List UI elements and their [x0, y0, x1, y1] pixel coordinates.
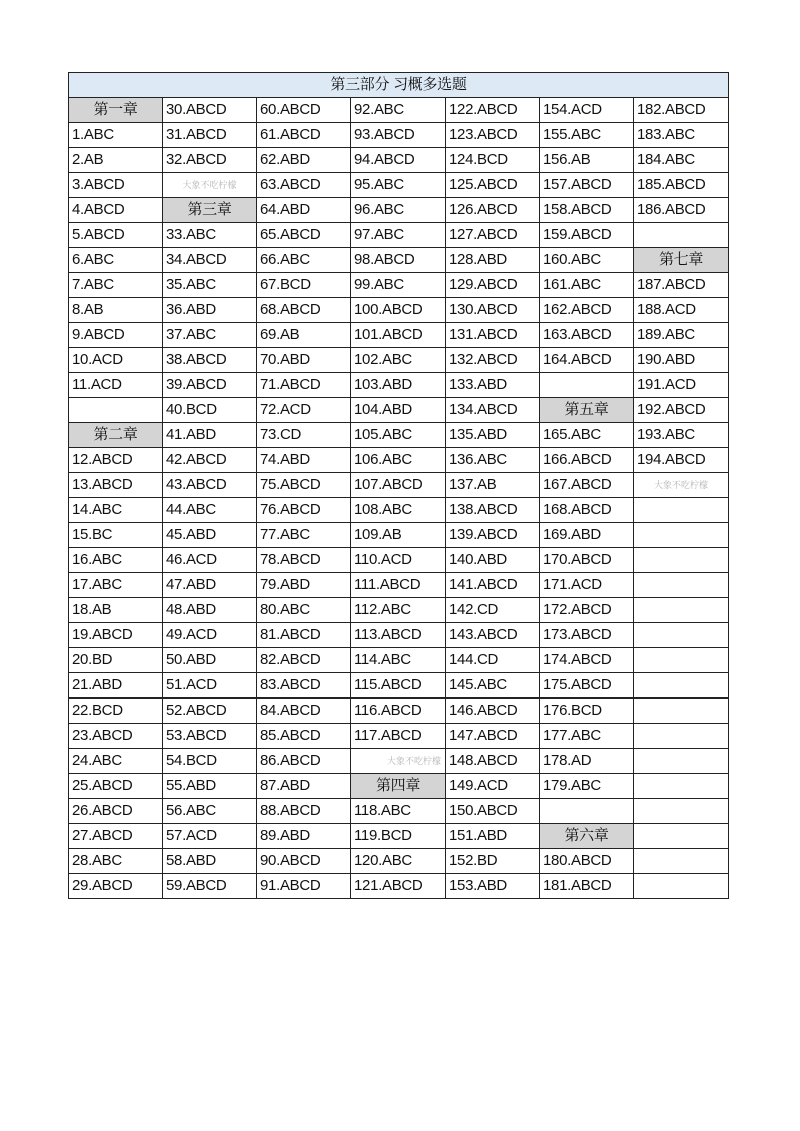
answer-cell: 156.AB	[540, 148, 634, 173]
answer-cell: 183.ABC	[634, 123, 729, 148]
answer-cell: 81.ABCD	[257, 623, 351, 648]
answer-cell: 143.ABCD	[446, 623, 540, 648]
answer-cell: 24.ABC	[69, 749, 163, 774]
empty-cell	[634, 573, 729, 598]
table-row	[69, 398, 729, 423]
answer-cell: 63.ABCD	[257, 173, 351, 198]
answer-cell: 192.ABCD	[634, 398, 729, 423]
answer-cell: 145.ABC	[446, 673, 540, 699]
table-row	[69, 598, 729, 623]
table-row	[69, 248, 729, 273]
answer-cell: 45.ABD	[163, 523, 257, 548]
answer-cell: 91.ABCD	[257, 874, 351, 899]
answer-cell: 3.ABCD	[69, 173, 163, 198]
answer-cell: 43.ABCD	[163, 473, 257, 498]
answer-cell: 185.ABCD	[634, 173, 729, 198]
table-row	[69, 473, 729, 498]
page-title: 第三部分 习概多选题	[69, 73, 729, 98]
answer-cell: 126.ABCD	[446, 198, 540, 223]
answer-cell: 121.ABCD	[351, 874, 446, 899]
table-row	[69, 799, 729, 824]
answer-cell: 77.ABC	[257, 523, 351, 548]
table-row	[69, 323, 729, 348]
answer-cell: 99.ABC	[351, 273, 446, 298]
answer-cell: 122.ABCD	[446, 98, 540, 123]
answer-cell: 80.ABC	[257, 598, 351, 623]
answer-cell: 7.ABC	[69, 273, 163, 298]
answer-cell: 193.ABC	[634, 423, 729, 448]
answer-cell: 163.ABCD	[540, 323, 634, 348]
empty-cell	[634, 223, 729, 248]
answer-cell: 190.ABD	[634, 348, 729, 373]
answer-cell: 138.ABCD	[446, 498, 540, 523]
answer-cell: 181.ABCD	[540, 874, 634, 899]
answer-cell: 94.ABCD	[351, 148, 446, 173]
answer-cell: 177.ABC	[540, 724, 634, 749]
empty-cell	[634, 598, 729, 623]
answer-cell: 100.ABCD	[351, 298, 446, 323]
answer-cell: 151.ABD	[446, 824, 540, 849]
answer-cell: 19.ABCD	[69, 623, 163, 648]
chapter-header: 第三章	[163, 198, 257, 223]
answer-cell: 74.ABD	[257, 448, 351, 473]
answer-cell: 110.ACD	[351, 548, 446, 573]
answer-cell: 139.ABCD	[446, 523, 540, 548]
answer-cell: 62.ABD	[257, 148, 351, 173]
table-row	[69, 523, 729, 548]
answer-cell: 179.ABC	[540, 774, 634, 799]
answer-cell: 194.ABCD	[634, 448, 729, 473]
answer-cell: 85.ABCD	[257, 724, 351, 749]
answer-table-body	[69, 73, 729, 899]
answer-cell: 117.ABCD	[351, 724, 446, 749]
answer-cell: 155.ABC	[540, 123, 634, 148]
answer-cell: 97.ABC	[351, 223, 446, 248]
answer-cell: 136.ABC	[446, 448, 540, 473]
answer-cell: 33.ABC	[163, 223, 257, 248]
answer-cell: 52.ABCD	[163, 698, 257, 724]
answer-cell: 132.ABCD	[446, 348, 540, 373]
empty-cell	[634, 673, 729, 699]
table-row	[69, 423, 729, 448]
empty-cell	[69, 398, 163, 423]
answer-cell: 47.ABD	[163, 573, 257, 598]
answer-cell: 178.AD	[540, 749, 634, 774]
answer-cell: 113.ABCD	[351, 623, 446, 648]
answer-cell: 26.ABCD	[69, 799, 163, 824]
answer-cell: 115.ABCD	[351, 673, 446, 699]
answer-cell: 2.AB	[69, 148, 163, 173]
answer-cell: 96.ABC	[351, 198, 446, 223]
answer-cell: 153.ABD	[446, 874, 540, 899]
watermark-text: 大象不吃柠檬	[634, 473, 729, 498]
answer-cell: 180.ABCD	[540, 849, 634, 874]
answer-cell: 10.ACD	[69, 348, 163, 373]
table-row	[69, 123, 729, 148]
answer-cell: 164.ABCD	[540, 348, 634, 373]
empty-cell	[634, 498, 729, 523]
table-row	[69, 448, 729, 473]
answer-cell: 60.ABCD	[257, 98, 351, 123]
empty-cell	[634, 824, 729, 849]
answer-cell: 71.ABCD	[257, 373, 351, 398]
answer-cell: 125.ABCD	[446, 173, 540, 198]
answer-cell: 130.ABCD	[446, 298, 540, 323]
title-row	[69, 73, 729, 98]
empty-cell	[634, 623, 729, 648]
answer-cell: 184.ABC	[634, 148, 729, 173]
answer-cell: 127.ABCD	[446, 223, 540, 248]
answer-table	[68, 72, 729, 899]
answer-cell: 36.ABD	[163, 298, 257, 323]
answer-cell: 83.ABCD	[257, 673, 351, 699]
table-row	[69, 348, 729, 373]
answer-cell: 14.ABC	[69, 498, 163, 523]
empty-cell	[634, 523, 729, 548]
answer-cell: 53.ABCD	[163, 724, 257, 749]
answer-cell: 58.ABD	[163, 849, 257, 874]
empty-cell	[634, 724, 729, 749]
table-row	[69, 373, 729, 398]
answer-cell: 92.ABC	[351, 98, 446, 123]
answer-cell: 135.ABD	[446, 423, 540, 448]
answer-cell: 158.ABCD	[540, 198, 634, 223]
answer-cell: 82.ABCD	[257, 648, 351, 673]
answer-cell: 37.ABC	[163, 323, 257, 348]
answer-cell: 134.ABCD	[446, 398, 540, 423]
answer-cell: 46.ACD	[163, 548, 257, 573]
answer-cell: 78.ABCD	[257, 548, 351, 573]
answer-cell: 159.ABCD	[540, 223, 634, 248]
answer-cell: 98.ABCD	[351, 248, 446, 273]
answer-cell: 25.ABCD	[69, 774, 163, 799]
answer-cell: 166.ABCD	[540, 448, 634, 473]
answer-cell: 174.ABCD	[540, 648, 634, 673]
answer-cell: 162.ABCD	[540, 298, 634, 323]
answer-cell: 188.ACD	[634, 298, 729, 323]
answer-cell: 140.ABD	[446, 548, 540, 573]
empty-cell	[634, 648, 729, 673]
answer-cell: 68.ABCD	[257, 298, 351, 323]
answer-cell: 187.ABCD	[634, 273, 729, 298]
answer-cell: 103.ABD	[351, 373, 446, 398]
answer-cell: 49.ACD	[163, 623, 257, 648]
answer-cell: 87.ABD	[257, 774, 351, 799]
answer-cell: 142.CD	[446, 598, 540, 623]
answer-cell: 129.ABCD	[446, 273, 540, 298]
table-row	[69, 698, 729, 724]
answer-cell: 189.ABC	[634, 323, 729, 348]
chapter-header: 第七章	[634, 248, 729, 273]
answer-cell: 1.ABC	[69, 123, 163, 148]
table-row	[69, 874, 729, 899]
answer-cell: 95.ABC	[351, 173, 446, 198]
answer-cell: 56.ABC	[163, 799, 257, 824]
answer-cell: 104.ABD	[351, 398, 446, 423]
answer-cell: 55.ABD	[163, 774, 257, 799]
answer-cell: 147.ABCD	[446, 724, 540, 749]
answer-cell: 102.ABC	[351, 348, 446, 373]
answer-cell: 149.ACD	[446, 774, 540, 799]
chapter-header: 第二章	[69, 423, 163, 448]
answer-cell: 61.ABCD	[257, 123, 351, 148]
answer-cell: 50.ABD	[163, 648, 257, 673]
answer-cell: 29.ABCD	[69, 874, 163, 899]
answer-cell: 35.ABC	[163, 273, 257, 298]
answer-cell: 128.ABD	[446, 248, 540, 273]
table-row	[69, 173, 729, 198]
empty-cell	[540, 799, 634, 824]
answer-cell: 141.ABCD	[446, 573, 540, 598]
answer-cell: 22.BCD	[69, 698, 163, 724]
answer-cell: 119.BCD	[351, 824, 446, 849]
table-row	[69, 198, 729, 223]
answer-cell: 191.ACD	[634, 373, 729, 398]
table-row	[69, 648, 729, 673]
table-row	[69, 774, 729, 799]
answer-cell: 124.BCD	[446, 148, 540, 173]
answer-cell: 57.ACD	[163, 824, 257, 849]
chapter-header: 第四章	[351, 774, 446, 799]
answer-cell: 116.ABCD	[351, 698, 446, 724]
table-row	[69, 148, 729, 173]
answer-cell: 88.ABCD	[257, 799, 351, 824]
answer-cell: 13.ABCD	[69, 473, 163, 498]
chapter-header: 第六章	[540, 824, 634, 849]
answer-cell: 175.ABCD	[540, 673, 634, 699]
answer-cell: 8.AB	[69, 298, 163, 323]
answer-cell: 48.ABD	[163, 598, 257, 623]
empty-cell	[634, 799, 729, 824]
answer-cell: 4.ABCD	[69, 198, 163, 223]
answer-cell: 27.ABCD	[69, 824, 163, 849]
answer-cell: 23.ABCD	[69, 724, 163, 749]
answer-cell: 67.BCD	[257, 273, 351, 298]
answer-cell: 76.ABCD	[257, 498, 351, 523]
answer-cell: 173.ABCD	[540, 623, 634, 648]
answer-cell: 146.ABCD	[446, 698, 540, 724]
empty-cell	[634, 774, 729, 799]
answer-cell: 39.ABCD	[163, 373, 257, 398]
answer-cell: 93.ABCD	[351, 123, 446, 148]
answer-cell: 34.ABCD	[163, 248, 257, 273]
answer-cell: 120.ABC	[351, 849, 446, 874]
answer-cell: 90.ABCD	[257, 849, 351, 874]
table-row	[69, 548, 729, 573]
table-row	[69, 849, 729, 874]
answer-cell: 44.ABC	[163, 498, 257, 523]
answer-cell: 131.ABCD	[446, 323, 540, 348]
answer-cell: 17.ABC	[69, 573, 163, 598]
answer-cell: 133.ABD	[446, 373, 540, 398]
answer-cell: 69.AB	[257, 323, 351, 348]
empty-cell	[634, 548, 729, 573]
table-row	[69, 223, 729, 248]
answer-cell: 176.BCD	[540, 698, 634, 724]
answer-cell: 65.ABCD	[257, 223, 351, 248]
answer-cell: 144.CD	[446, 648, 540, 673]
table-row	[69, 573, 729, 598]
table-row	[69, 623, 729, 648]
empty-cell	[634, 698, 729, 724]
answer-cell: 18.AB	[69, 598, 163, 623]
table-row	[69, 824, 729, 849]
answer-cell: 30.ABCD	[163, 98, 257, 123]
answer-cell: 109.AB	[351, 523, 446, 548]
table-row	[69, 749, 729, 774]
answer-cell: 86.ABCD	[257, 749, 351, 774]
table-row	[69, 498, 729, 523]
answer-cell: 31.ABCD	[163, 123, 257, 148]
answer-cell: 165.ABC	[540, 423, 634, 448]
answer-cell: 111.ABCD	[351, 573, 446, 598]
answer-cell: 148.ABCD	[446, 749, 540, 774]
answer-cell: 38.ABCD	[163, 348, 257, 373]
answer-cell: 84.ABCD	[257, 698, 351, 724]
table-row	[69, 724, 729, 749]
answer-cell: 170.ABCD	[540, 548, 634, 573]
answer-cell: 11.ACD	[69, 373, 163, 398]
answer-cell: 9.ABCD	[69, 323, 163, 348]
answer-cell: 28.ABC	[69, 849, 163, 874]
answer-cell: 152.BD	[446, 849, 540, 874]
answer-cell: 70.ABD	[257, 348, 351, 373]
answer-cell: 167.ABCD	[540, 473, 634, 498]
watermark-text: 大象不吃柠檬	[351, 749, 446, 774]
answer-cell: 168.ABCD	[540, 498, 634, 523]
answer-cell: 161.ABC	[540, 273, 634, 298]
empty-cell	[634, 849, 729, 874]
answer-cell: 172.ABCD	[540, 598, 634, 623]
empty-cell	[634, 874, 729, 899]
answer-cell: 16.ABC	[69, 548, 163, 573]
answer-cell: 21.ABD	[69, 673, 163, 699]
watermark-text: 大象不吃柠檬	[163, 173, 257, 198]
answer-cell: 51.ACD	[163, 673, 257, 699]
answer-cell: 106.ABC	[351, 448, 446, 473]
answer-cell: 12.ABCD	[69, 448, 163, 473]
answer-cell: 66.ABC	[257, 248, 351, 273]
answer-cell: 157.ABCD	[540, 173, 634, 198]
empty-cell	[634, 749, 729, 774]
answer-cell: 107.ABCD	[351, 473, 446, 498]
answer-cell: 171.ACD	[540, 573, 634, 598]
answer-cell: 15.BC	[69, 523, 163, 548]
answer-cell: 64.ABD	[257, 198, 351, 223]
table-row	[69, 673, 729, 699]
answer-cell: 54.BCD	[163, 749, 257, 774]
answer-cell: 154.ACD	[540, 98, 634, 123]
answer-cell: 20.BD	[69, 648, 163, 673]
answer-cell: 32.ABCD	[163, 148, 257, 173]
answer-cell: 75.ABCD	[257, 473, 351, 498]
answer-cell: 169.ABD	[540, 523, 634, 548]
empty-cell	[540, 373, 634, 398]
answer-cell: 186.ABCD	[634, 198, 729, 223]
answer-cell: 6.ABC	[69, 248, 163, 273]
answer-cell: 72.ACD	[257, 398, 351, 423]
answer-cell: 137.AB	[446, 473, 540, 498]
table-row	[69, 98, 729, 123]
answer-cell: 123.ABCD	[446, 123, 540, 148]
answer-cell: 5.ABCD	[69, 223, 163, 248]
answer-cell: 160.ABC	[540, 248, 634, 273]
table-row	[69, 298, 729, 323]
table-row	[69, 273, 729, 298]
answer-cell: 41.ABD	[163, 423, 257, 448]
answer-cell: 42.ABCD	[163, 448, 257, 473]
answer-cell: 150.ABCD	[446, 799, 540, 824]
answer-cell: 114.ABC	[351, 648, 446, 673]
answer-cell: 182.ABCD	[634, 98, 729, 123]
answer-cell: 89.ABD	[257, 824, 351, 849]
answer-cell: 73.CD	[257, 423, 351, 448]
answer-cell: 40.BCD	[163, 398, 257, 423]
chapter-header: 第五章	[540, 398, 634, 423]
answer-cell: 118.ABC	[351, 799, 446, 824]
answer-cell: 101.ABCD	[351, 323, 446, 348]
answer-cell: 112.ABC	[351, 598, 446, 623]
answer-cell: 79.ABD	[257, 573, 351, 598]
answer-cell: 105.ABC	[351, 423, 446, 448]
answer-cell: 59.ABCD	[163, 874, 257, 899]
answer-cell: 108.ABC	[351, 498, 446, 523]
chapter-header: 第一章	[69, 98, 163, 123]
